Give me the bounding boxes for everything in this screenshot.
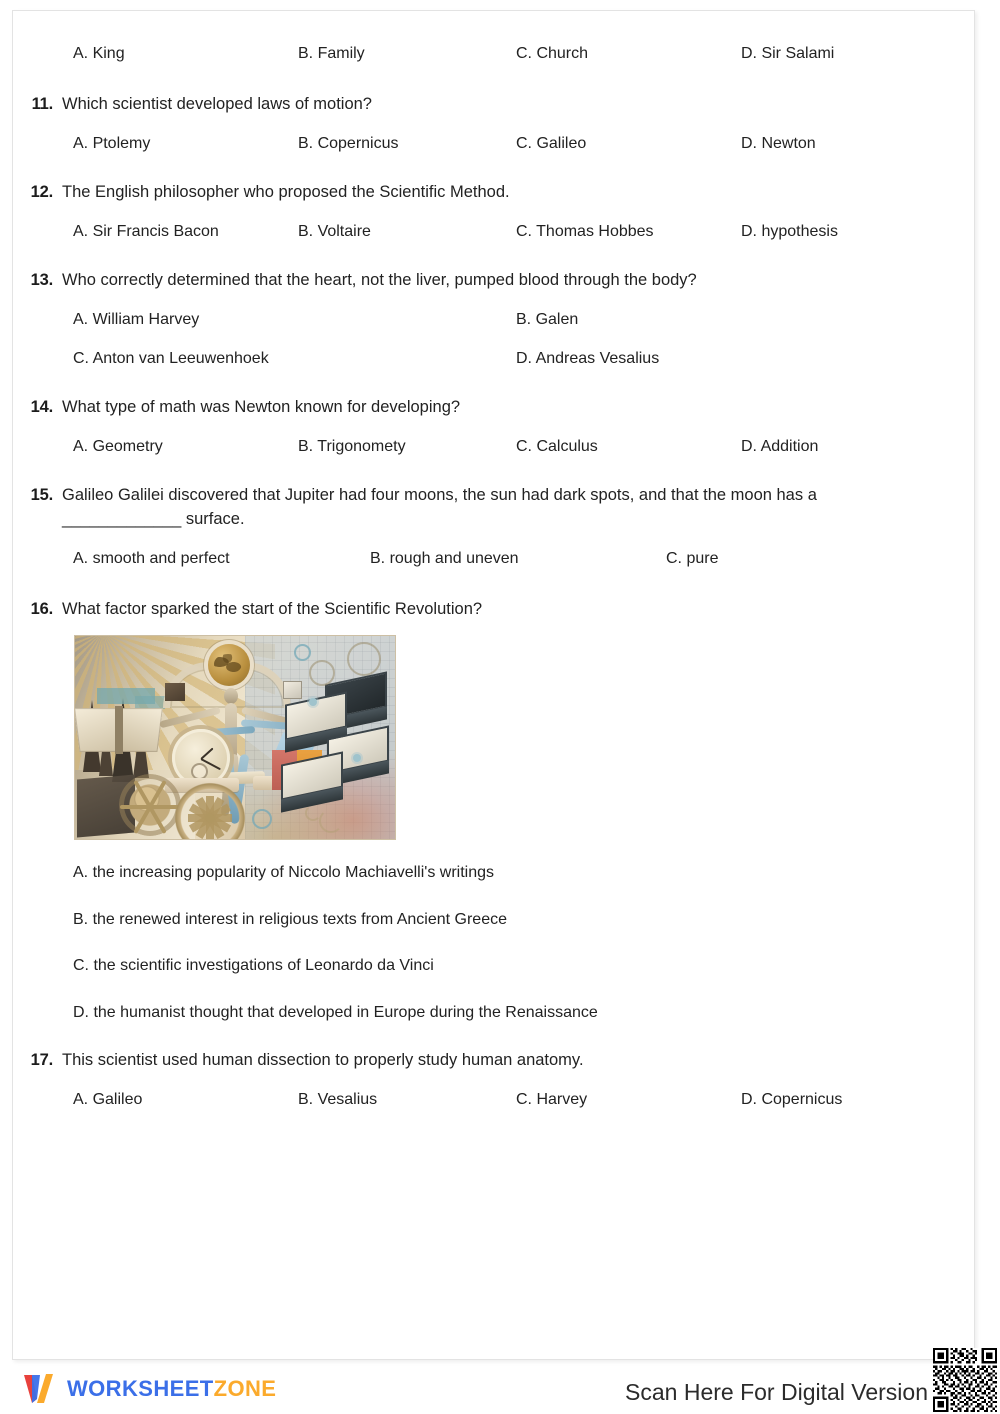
option-c[interactable]: C. Galileo bbox=[516, 134, 587, 152]
option-c[interactable]: C. pure bbox=[666, 549, 719, 567]
question-15-number: 15. bbox=[30, 485, 53, 504]
question-13-number: 13. bbox=[30, 270, 53, 289]
option-d[interactable]: D. hypothesis bbox=[741, 222, 838, 240]
option-d[interactable]: D. Sir Salami bbox=[741, 45, 835, 62]
question-13 bbox=[27, 269, 944, 293]
qr-code[interactable] bbox=[933, 1348, 997, 1412]
logo-text bbox=[67, 1376, 276, 1402]
question-16-options bbox=[73, 862, 944, 1024]
option-b[interactable]: B. Galen bbox=[516, 310, 579, 328]
question-12 bbox=[27, 181, 944, 205]
question-15-text: Galileo Galilei discovered that Jupiter had four moons, the sun had dark spots, and that the moon has a _____________ surface. bbox=[62, 485, 817, 528]
option-a[interactable]: A. the increasing popularity of Niccolo Machiavelli's writings bbox=[73, 864, 495, 882]
open-book-icon bbox=[77, 698, 163, 760]
question-13-options-row2 bbox=[73, 348, 944, 370]
question-15-options bbox=[73, 548, 944, 570]
option-a[interactable]: A. smooth and perfect bbox=[73, 549, 230, 567]
option-c[interactable]: C. Anton van Leeuwenhoek bbox=[73, 349, 269, 367]
option-c[interactable]: C. Church bbox=[516, 45, 589, 62]
question-16-number: 16. bbox=[30, 599, 53, 618]
question-14 bbox=[27, 396, 944, 420]
question-12-number: 12. bbox=[30, 182, 53, 201]
option-a[interactable]: A. Ptolemy bbox=[73, 134, 151, 152]
logo-text-secondary: ZONE bbox=[213, 1376, 277, 1401]
option-d[interactable]: D. Copernicus bbox=[741, 1090, 843, 1108]
option-d[interactable]: D. the humanist thought that developed in Europe during the Renaissance bbox=[73, 1003, 598, 1021]
question-16-image-wrap bbox=[74, 635, 944, 840]
question-12-text: The English philosopher who proposed the Scientific Method. bbox=[62, 182, 510, 201]
option-a[interactable]: A. William Harvey bbox=[73, 310, 200, 328]
option-d[interactable]: D. Andreas Vesalius bbox=[516, 349, 660, 367]
logo-text-primary: WORKSHEET bbox=[67, 1376, 214, 1401]
option-a[interactable]: A. Geometry bbox=[73, 437, 163, 455]
laptop-icon-4 bbox=[281, 758, 345, 808]
option-b[interactable]: B. Family bbox=[298, 45, 365, 62]
question-17-number: 17. bbox=[30, 1051, 53, 1070]
logo-w-icon bbox=[22, 1372, 58, 1406]
question-15 bbox=[27, 484, 944, 532]
option-a[interactable]: A. Sir Francis Bacon bbox=[73, 222, 219, 240]
option-d[interactable]: D. Newton bbox=[741, 134, 816, 152]
question-14-options bbox=[73, 436, 944, 458]
question-16-text: What factor sparked the start of the Scientific Revolution? bbox=[62, 599, 483, 618]
option-b[interactable]: B. Vesalius bbox=[298, 1090, 378, 1108]
worksheet-content bbox=[13, 11, 974, 1359]
question-11-options bbox=[73, 133, 944, 155]
question-12-options bbox=[73, 221, 944, 243]
worksheet-zone-logo[interactable] bbox=[22, 1372, 276, 1406]
option-b[interactable]: B. Voltaire bbox=[298, 222, 371, 240]
dark-square-icon bbox=[165, 683, 185, 701]
question-11 bbox=[27, 93, 944, 117]
question-13-options-row1 bbox=[73, 309, 944, 331]
option-a[interactable]: A. King bbox=[73, 45, 125, 62]
question-16 bbox=[27, 598, 944, 622]
question-11-number: 11. bbox=[31, 95, 53, 113]
question-13-text: Who correctly determined that the heart, not the liver, pumped blood through the body? bbox=[62, 270, 697, 289]
scan-prompt-text: Scan Here For Digital Version bbox=[625, 1379, 928, 1405]
light-square-icon bbox=[283, 681, 302, 699]
option-a[interactable]: A. Galileo bbox=[73, 1090, 143, 1108]
option-b[interactable]: B. the renewed interest in religious texts from Ancient Greece bbox=[73, 910, 507, 928]
option-c[interactable]: C. Calculus bbox=[516, 437, 598, 455]
question-17-options bbox=[73, 1089, 944, 1111]
question-14-text: What type of math was Newton known for developing? bbox=[62, 397, 461, 416]
option-d[interactable]: D. Addition bbox=[741, 437, 819, 455]
question-10-options bbox=[73, 43, 944, 65]
option-c[interactable]: C. Thomas Hobbes bbox=[516, 222, 654, 240]
question-17-text: This scientist used human dissection to properly study human anatomy. bbox=[62, 1051, 584, 1070]
page-footer bbox=[0, 1360, 1000, 1414]
renaissance-science-illustration bbox=[74, 635, 396, 840]
option-c[interactable]: C. the scientific investigations of Leonardo da Vinci bbox=[73, 957, 434, 975]
question-11-text: Which scientist developed laws of motion? bbox=[62, 95, 372, 113]
option-b[interactable]: B. Copernicus bbox=[298, 134, 399, 152]
option-b[interactable]: B. Trigonomety bbox=[298, 437, 406, 455]
question-14-number: 14. bbox=[30, 397, 53, 416]
option-b[interactable]: B. rough and uneven bbox=[370, 549, 519, 567]
worksheet-page bbox=[12, 10, 975, 1360]
option-c[interactable]: C. Harvey bbox=[516, 1090, 588, 1108]
question-17 bbox=[27, 1049, 944, 1073]
